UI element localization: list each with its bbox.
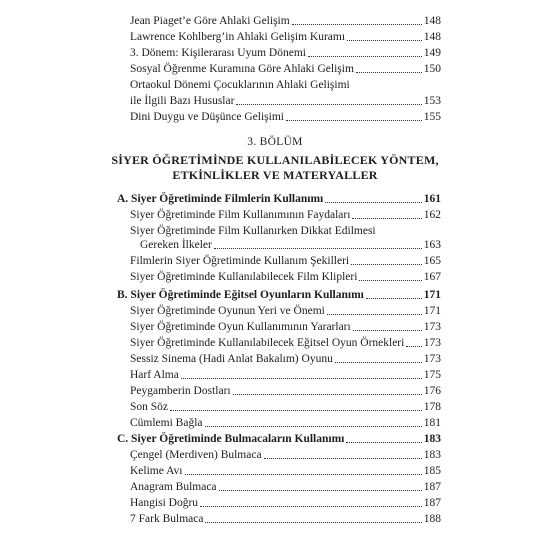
toc-entry-page: 165 <box>423 255 441 267</box>
dot-leader <box>356 71 422 73</box>
toc-entry <box>130 208 441 222</box>
dot-leader <box>205 521 421 523</box>
toc-entry-page: 149 <box>423 47 441 59</box>
toc-entry-title: Dini Duygu ve Düşünce Gelişimi <box>130 111 284 123</box>
toc-entry-page: 148 <box>423 31 441 43</box>
dot-leader <box>181 377 422 379</box>
toc-entry-title: Siyer Öğretiminde Film Kullanımının Faydaları <box>130 209 351 221</box>
toc-entry-title: Çengel (Merdiven) Bulmaca <box>130 449 262 461</box>
toc-entry <box>130 400 441 414</box>
toc-entry-page: 183 <box>423 449 441 461</box>
dot-leader <box>286 119 422 121</box>
toc-entry <box>130 94 441 108</box>
toc-entry-title: Hangisi Doğru <box>130 497 199 509</box>
toc-section-title: B. Siyer Öğretiminde Eğitsel Oyunların Kullanımı <box>117 289 364 301</box>
toc-entry-title: Gereken İlkeler <box>140 239 212 251</box>
toc-entry-page: 153 <box>423 95 441 107</box>
toc-entry-title: 7 Fark Bulmaca <box>130 513 204 525</box>
toc-entry-title: Kelime Avı <box>130 465 183 477</box>
chapter-title-line1: SİYER ÖĞRETİMİNDE KULLANILABİLECEK YÖNTEM, <box>111 153 439 167</box>
toc-entry-title: Siyer Öğretiminde Kullanılabilecek Film Klipleri <box>130 271 358 283</box>
toc-section-page: 161 <box>423 193 441 205</box>
toc-entry-title: Son Söz <box>130 401 169 413</box>
toc-entry <box>140 238 441 252</box>
toc-section-page: 183 <box>423 433 441 445</box>
toc-entry-title: Anagram Bulmaca <box>130 481 217 493</box>
toc-section-title: C. Siyer Öğretiminde Bulmacaların Kullanımı <box>117 433 345 445</box>
toc-entry-title: Sessiz Sinema (Hadi Anlat Bakalım) Oyunu <box>130 353 333 365</box>
toc-entry <box>130 496 441 510</box>
dot-leader <box>335 361 422 363</box>
toc-entry-page: 185 <box>423 465 441 477</box>
dot-leader <box>200 505 422 507</box>
dot-leader <box>347 39 422 41</box>
toc-section <box>117 432 441 446</box>
dot-leader <box>346 441 421 443</box>
toc-entry-title: Cümlemi Bağla <box>130 417 203 429</box>
toc-entry-title: Peygamberin Dostları <box>130 385 231 397</box>
toc-entry-title: Lawrence Kohlberg’in Ahlaki Gelişim Kuramı <box>130 31 346 43</box>
toc-entry-page: 178 <box>423 401 441 413</box>
chapter-number: 3. BÖLÜM <box>247 136 303 148</box>
toc-entry-title-line1: Siyer Öğretiminde Film Kullanırken Dikkat Edilmesi <box>130 225 376 237</box>
toc-entry <box>130 14 441 28</box>
toc-entry-page: 187 <box>423 481 441 493</box>
toc-entry <box>130 480 441 494</box>
toc-entry <box>130 254 441 268</box>
toc-entry <box>130 448 441 462</box>
toc-entry <box>130 270 441 284</box>
toc-section <box>117 288 441 302</box>
toc-entry <box>130 336 441 350</box>
toc-entry-page: 187 <box>423 497 441 509</box>
dot-leader <box>292 23 422 25</box>
dot-leader <box>205 425 422 427</box>
dot-leader <box>219 489 422 491</box>
toc-entry-page: 163 <box>423 239 441 251</box>
toc-entry <box>130 464 441 478</box>
toc-entry-title: ile İlgili Bazı Hususlar <box>130 95 235 107</box>
toc-entry-title: Harf Alma <box>130 369 179 381</box>
toc-entry-title: Filmlerin Siyer Öğretiminde Kullanım Şekilleri <box>130 255 350 267</box>
dot-leader <box>359 279 421 281</box>
toc-entry-page: 176 <box>423 385 441 397</box>
dot-leader <box>352 217 421 219</box>
toc-entry <box>130 46 441 60</box>
toc-entry <box>130 512 441 526</box>
toc-section-page: 171 <box>423 289 441 301</box>
toc-entry <box>130 352 441 366</box>
toc-entry-title: Jean Piaget’e Göre Ahlaki Gelişim <box>130 15 290 27</box>
toc-section <box>117 192 441 206</box>
dot-leader <box>170 409 422 411</box>
toc-entry-page: 167 <box>423 271 441 283</box>
dot-leader <box>351 263 422 265</box>
dot-leader <box>366 297 422 299</box>
dot-leader <box>308 55 422 57</box>
dot-leader <box>185 473 422 475</box>
toc-entry-title: 3. Dönem: Kişilerarası Uyum Dönemi <box>130 47 306 59</box>
toc-entry-title: Siyer Öğretiminde Kullanılabilecek Eğitsel Oyun Örnekleri <box>130 337 405 349</box>
toc-entry-page: 148 <box>423 15 441 27</box>
toc-entry-page: 150 <box>423 63 441 75</box>
toc-entry-title-line1: Ortaokul Dönemi Çocuklarının Ahlaki Gelişimi <box>130 79 350 91</box>
toc-entry-page: 181 <box>423 417 441 429</box>
toc-entry-page: 175 <box>423 369 441 381</box>
toc-entry-page: 173 <box>423 353 441 365</box>
toc-entry-page: 173 <box>423 337 441 349</box>
toc-entry <box>130 30 441 44</box>
toc-section-title: A. Siyer Öğretiminde Filmlerin Kullanımı <box>117 193 324 205</box>
toc-entry-title: Siyer Öğretiminde Oyunun Yeri ve Önemi <box>130 305 325 317</box>
dot-leader <box>236 103 421 105</box>
toc-entry <box>130 416 441 430</box>
toc-entry-page: 162 <box>423 209 441 221</box>
toc-entry <box>130 384 441 398</box>
dot-leader <box>214 247 422 249</box>
toc-entry <box>130 368 441 382</box>
toc-entry-page: 173 <box>423 321 441 333</box>
dot-leader <box>353 329 422 331</box>
dot-leader <box>233 393 422 395</box>
dot-leader <box>264 457 422 459</box>
toc-entry-page: 188 <box>423 513 441 525</box>
dot-leader <box>327 313 422 315</box>
dot-leader <box>325 201 422 203</box>
toc-entry-title: Sosyal Öğrenme Kuramına Göre Ahlaki Gelişim <box>130 63 354 75</box>
toc-entry-title: Siyer Öğretiminde Oyun Kullanımının Yararları <box>130 321 351 333</box>
toc-entry <box>130 320 441 334</box>
chapter-title-line2: ETKİNLİKLER VE MATERYALLER <box>172 168 378 182</box>
toc-entry <box>130 110 441 124</box>
dot-leader <box>406 345 421 347</box>
toc-entry-page: 155 <box>423 111 441 123</box>
toc-entry <box>130 62 441 76</box>
toc-entry <box>130 304 441 318</box>
toc-entry-page: 171 <box>423 305 441 317</box>
